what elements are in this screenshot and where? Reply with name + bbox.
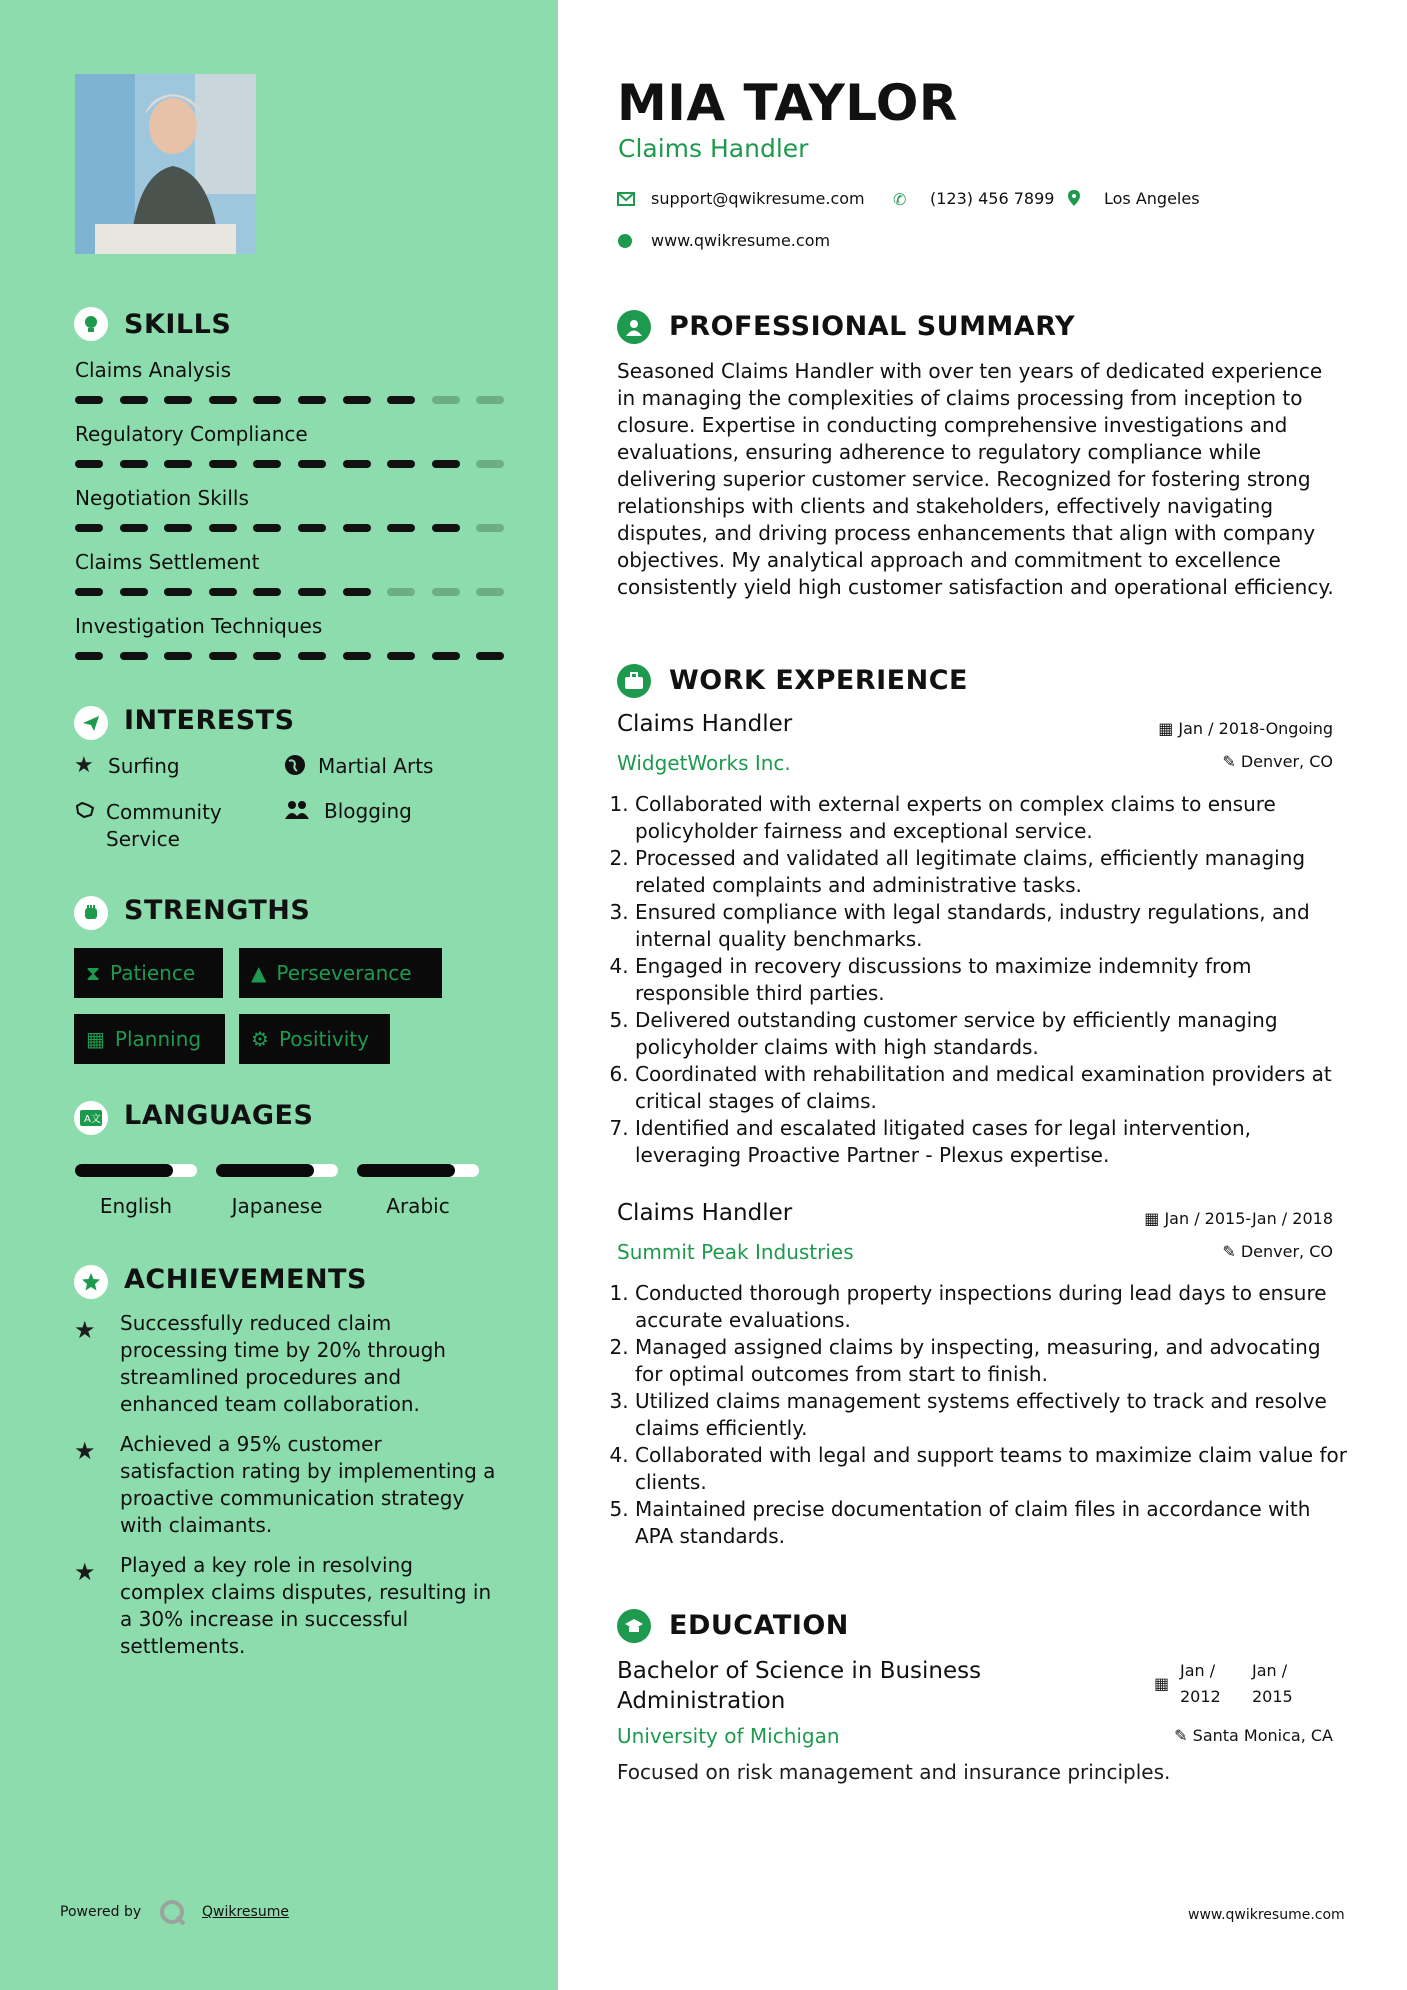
sidebar [0,0,558,1990]
achievement-star-icon: ★ [74,1437,96,1465]
paper-plane-icon [74,706,108,740]
handshake-icon [74,800,96,824]
skill-level-dash [120,588,148,596]
education-start: Jan / 2012 [1180,1661,1221,1706]
skill-level-dash [75,652,103,660]
strength-badge: ⧗ Patience [74,948,223,998]
language-name: English [99,1194,173,1218]
skill-label: Regulatory Compliance [75,422,308,446]
skill-label: Negotiation Skills [75,486,249,510]
task-item: 5. Delivered outstanding customer service by efficiently managing policyholder claims with high standards. [635,1007,1350,1061]
pin-icon: ✎ [1222,1242,1241,1261]
skill-level-dash [164,460,192,468]
task-item: 1. Conducted thorough property inspections during lead days to ensure accurate evaluations. [635,1280,1350,1334]
job-location: ✎ Denver, CO [1222,1242,1333,1261]
skill-level-dash [476,460,504,468]
skill-level-dash [120,460,148,468]
interest-item: Martial Arts [318,754,434,778]
skill-level-dash [164,588,192,596]
task-item: 6. Coordinated with rehabilitation and medical examination providers at critical stages of claims. [635,1061,1350,1115]
company-name: Summit Peak Industries [617,1240,854,1264]
skill-level-dash [209,588,237,596]
footer-site-link[interactable]: www.qwikresume.com [1188,1907,1345,1923]
envelope-icon [617,191,635,210]
skill-level-dash [253,524,281,532]
globe-icon [617,233,633,253]
skill-level-dash [75,460,103,468]
language-level-fill [75,1164,173,1177]
skill-level-dash [120,652,148,660]
skill-level-dash [209,652,237,660]
task-item: 4. Collaborated with legal and support teams to maximize claim value for clients. [635,1442,1350,1496]
skill-level-dash [343,588,371,596]
skill-level-dash [209,524,237,532]
achievement-item: Achieved a 95% customer satisfaction rating by implementing a proactive communication strategy with claimants. [120,1432,496,1537]
graduation-icon [617,1609,651,1643]
education-end: Jan / 2015 [1252,1661,1293,1706]
company-name: WidgetWorks Inc. [617,751,791,775]
task-item: 3. Utilized claims management systems effectively to track and resolve claims efficiently. [635,1388,1350,1442]
skill-level-dash [298,460,326,468]
task-item: 1. Collaborated with external experts on complex claims to ensure policyholder fairness and exceptional service. [635,791,1350,845]
skill-level-dash [164,652,192,660]
email-link[interactable]: support@qwikresume.com [651,189,865,208]
skill-level-dash [387,524,415,532]
strength-badge: ▦ Planning [74,1014,225,1064]
skill-level-dash [476,588,504,596]
school-name: University of Michigan [617,1724,840,1748]
interest-item: Community Service [106,800,222,851]
languages-title: LANGUAGES [124,1100,314,1131]
interests-title: INTERESTS [124,705,295,736]
language-icon [74,1101,108,1135]
job-dates: ▦ Jan / 2018-Ongoing [1158,719,1333,738]
achievement-item: Played a key role in resolving complex claims disputes, resulting in a 30% increase in successful settlements. [120,1553,492,1658]
map-pin-icon [1068,190,1080,210]
task-item: 5. Maintained precise documentation of claim files in accordance with APA standards. [635,1496,1350,1550]
interest-item: Blogging [324,799,412,823]
skill-level-dash [343,460,371,468]
job-dates: ▦ Jan / 2015-Jan / 2018 [1144,1209,1333,1228]
svg-text:A文: A文 [84,1114,101,1125]
skill-level-dash [75,524,103,532]
achievement-star-icon: ★ [74,1558,96,1586]
skill-level-dash [253,396,281,404]
skill-level-dash [75,588,103,596]
skill-level-dash [432,524,460,532]
hourglass-icon: ⧗ [86,961,101,985]
skill-level-dash [343,652,371,660]
task-item: 2. Managed assigned claims by inspecting, measuring, and advocating for optimal outcomes from start to finish. [635,1334,1350,1388]
skill-level-dash [476,396,504,404]
phone-number: (123) 456 7899 [930,189,1055,208]
star-icon: ★ [74,753,94,778]
summary-title: PROFESSIONAL SUMMARY [669,311,1076,342]
language-name: Arabic [386,1194,450,1218]
skill-level-dash [253,588,281,596]
skill-level-dash [387,588,415,596]
education-note: Focused on risk management and insurance principles. [617,1760,1171,1784]
candidate-name: MIA TAYLOR [617,74,958,132]
experience-title: WORK EXPERIENCE [669,665,968,696]
calendar-icon: ▦ [86,1027,105,1051]
skill-label: Claims Analysis [75,358,231,382]
skill-level-dash [253,652,281,660]
task-item: 3. Ensured compliance with legal standards, industry regulations, and internal quality benchmarks. [635,899,1350,953]
qwikresume-link[interactable]: Qwikresume [202,1904,289,1920]
language-level-fill [216,1164,314,1177]
task-item: 4. Engaged in recovery discussions to maximize indemnity from responsible third parties. [635,953,1350,1007]
summary-text: Seasoned Claims Handler with over ten years of dedicated experience in managing the complexities of claims processing from inception to closure. Expertise in conducting comprehensive investigations and evaluations, ensuring adherence to regulatory compliance while delivering superior customer service. Recognized for fostering strong relationships with clients and stakeholders, effectively navigating disputes, and driving process enhancements that align with company objectives. My analytical approach and commitment to excellence consistently yield high customer satisfaction and operational efficiency. [617,359,1334,599]
skill-level-dash [387,396,415,404]
profile-photo [75,74,256,254]
skill-level-dash [298,588,326,596]
globe-icon [284,754,306,780]
users-icon [284,799,310,825]
achievement-item: Successfully reduced claim processing time by 20% through streamlined procedures and enhanced team collaboration. [120,1311,446,1416]
skills-title: SKILLS [124,309,232,340]
skill-level-dash [298,396,326,404]
skill-level-dash [387,460,415,468]
skill-level-dash [432,652,460,660]
education-title: EDUCATION [669,1610,849,1641]
skill-level-dash [432,588,460,596]
education-location: ✎ Santa Monica, CA [1174,1726,1333,1745]
task-item: 2. Processed and validated all legitimate claims, efficiently managing related complaints and administrative tasks. [635,845,1350,899]
language-level-bar [216,1164,338,1177]
strengths-title: STRENGTHS [124,895,311,926]
skill-level-dash [343,524,371,532]
candidate-role: Claims Handler [618,134,809,163]
qwikresume-logo-icon [158,1898,186,1926]
pin-icon: ✎ [1174,1726,1193,1745]
skill-level-dash [476,524,504,532]
achievements-title: ACHIEVEMENTS [124,1264,367,1295]
skill-level-dash [476,652,504,660]
language-level-fill [357,1164,455,1177]
award-icon [74,1265,108,1299]
lightbulb-icon [74,307,108,341]
road-icon: ▲ [251,961,267,985]
achievement-star-icon: ★ [74,1316,96,1344]
job-tasks [615,1280,1350,1550]
calendar-icon: ▦ [1154,1674,1170,1693]
location-text: Los Angeles [1104,189,1200,208]
pin-icon: ✎ [1222,752,1241,771]
skill-label: Claims Settlement [75,550,260,574]
language-name: Japanese [231,1194,323,1218]
skill-level-dash [343,396,371,404]
language-level-bar [75,1164,197,1177]
strength-badge: ▲ Perseverance [239,948,442,998]
skill-level-dash [164,524,192,532]
fist-icon [74,896,108,930]
skill-level-dash [75,396,103,404]
skill-level-dash [120,396,148,404]
interest-item: Surfing [108,754,180,778]
phone-icon: ✆ [893,190,907,209]
skill-level-dash [209,396,237,404]
skill-level-dash [120,524,148,532]
skill-level-dash [432,460,460,468]
skill-level-dash [253,460,281,468]
job-location: ✎ Denver, CO [1222,752,1333,771]
skill-label: Investigation Techniques [75,614,323,638]
skill-level-dash [298,524,326,532]
calendar-icon: ▦ [1144,1209,1165,1228]
powered-by-label: Powered by [60,1904,142,1920]
job-tasks [615,791,1350,1169]
briefcase-icon [617,664,651,698]
job-title: Claims Handler [617,711,793,737]
user-icon [617,310,651,344]
skill-level-dash [209,460,237,468]
degree-name: Bachelor of Science in Business Administration [617,1658,982,1714]
job-title: Claims Handler [617,1200,793,1226]
language-level-bar [357,1164,479,1177]
gear-icon: ⚙ [251,1027,269,1051]
website-link[interactable]: www.qwikresume.com [651,231,831,250]
skill-level-dash [164,396,192,404]
calendar-icon: ▦ [1158,719,1179,738]
task-item: 7. Identified and escalated litigated cases for legal intervention, leveraging Proactive Partner - Plexus expertise. [635,1115,1350,1169]
skill-level-dash [387,652,415,660]
strength-badge: ⚙ Positivity [239,1014,390,1064]
skill-level-dash [298,652,326,660]
skill-level-dash [432,396,460,404]
